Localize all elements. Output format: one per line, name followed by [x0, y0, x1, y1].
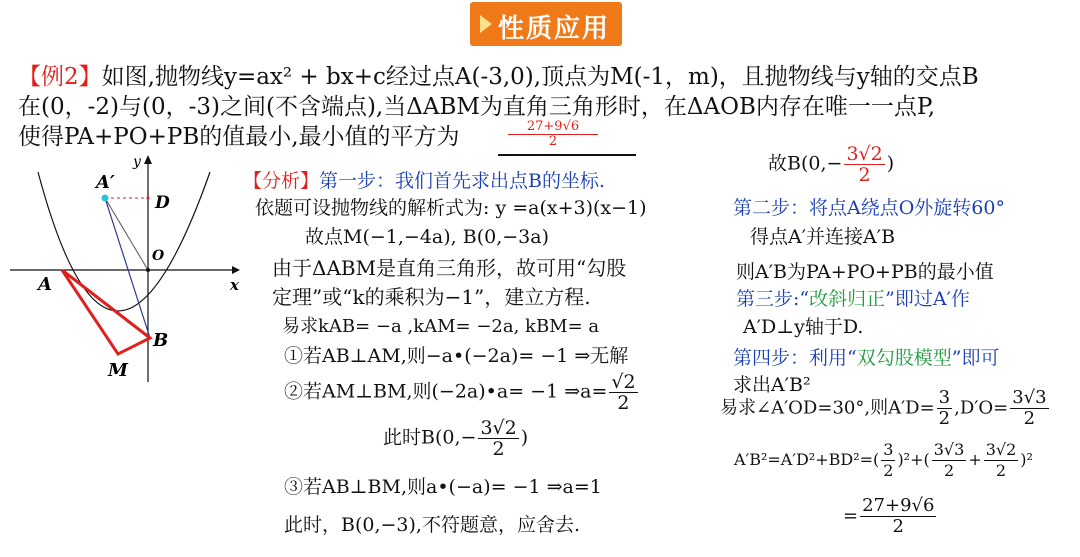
frac-den: 2	[858, 164, 871, 186]
analysis-line-8-text: ②若AM⊥BM,则(−2a)•a= −1 ⇒a=	[284, 380, 608, 403]
analysis-line-5: 定理”或“k的乘积为−1”，建立方程.	[272, 285, 591, 309]
right-line-6: A′D⊥y轴于D.	[743, 316, 864, 338]
right-step-4	[733, 343, 999, 370]
right-line-1	[768, 144, 894, 185]
frac-den: 2	[943, 461, 955, 480]
analysis-line-6: 易求kAB= −a ,kAM= −2a, kBM= a	[282, 316, 600, 337]
right-line-8: 求出A′B²	[733, 374, 811, 396]
label-a: A	[38, 274, 52, 295]
triangle-abm	[62, 270, 150, 354]
label-y: y	[133, 154, 141, 170]
frac-den: 2	[995, 461, 1007, 480]
step-4-prefix: 第四步：利用“	[733, 347, 857, 369]
right-line-3: 得点A′并连接A′B	[750, 226, 896, 248]
parabola-figure	[0, 150, 245, 390]
label-d: D	[155, 193, 170, 213]
point-a-prime	[102, 195, 109, 202]
right-line-10-text: A′B²=A′D²+BD²=(	[734, 450, 880, 469]
segment-a-prime-o	[105, 198, 148, 270]
analysis-line-7: ①若AB⊥AM,则−a•(−2a)= −1 ⇒无解	[284, 345, 629, 367]
problem-line-3	[18, 122, 460, 152]
analysis-line-3: 故点M(−1,−4a), B(0,−3a)	[305, 226, 549, 248]
x-axis-arrow-icon	[232, 266, 240, 274]
step-3-keyword: 改斜归正	[809, 288, 886, 310]
paren-close: )	[886, 152, 895, 175]
point-o	[146, 268, 150, 272]
analysis-tag: 【分析】	[243, 170, 320, 192]
frac-num: 3√2	[846, 143, 883, 165]
right-line-9-mid: ,D′O=	[954, 397, 1009, 419]
frac-den: 2	[883, 461, 894, 480]
frac-den: 2	[617, 392, 630, 414]
analysis-line-9-text: 此时B(0,−	[383, 426, 477, 449]
frac-den: 2	[892, 516, 904, 537]
label-o: O	[152, 248, 165, 264]
frac-den: 2	[492, 438, 505, 460]
point-d	[147, 197, 150, 200]
right-line-4: 则A′B为PA+PO+PB的最小值	[736, 261, 994, 283]
right-line-9	[720, 388, 1051, 429]
section-title: 性质应用	[498, 14, 611, 44]
step-4-suffix: ”即可	[951, 347, 1000, 369]
right-step-2: 第二步：将点A绕点O外旋转60°	[733, 197, 1005, 219]
problem-line-1	[18, 62, 979, 92]
label-a-prime: A′	[96, 172, 115, 193]
plus-sign: +	[968, 450, 982, 469]
right-line-10-mid: )²+(	[897, 450, 930, 469]
label-x: x	[230, 276, 239, 294]
analysis-line-8	[284, 372, 640, 413]
frac-den: 2	[938, 408, 951, 429]
right-line-10	[734, 440, 1033, 481]
right-line-11	[843, 496, 938, 537]
frac-num: 3√2	[985, 440, 1017, 459]
step-3-suffix: ”即过A′作	[885, 288, 970, 310]
analysis-line-4: 由于ΔABM是直角三角形，故可用“勾股	[272, 256, 627, 280]
frac-num: 3√2	[480, 417, 517, 439]
right-line-1-text: 故B(0,−	[768, 152, 843, 175]
segment-a-prime-b	[105, 198, 150, 338]
analysis-step-1: 第一步：我们首先求出点B的坐标.	[319, 170, 606, 192]
problem-tag: 【例2】	[18, 64, 102, 90]
problem-text-1: 如图,抛物线y=ax² + bx+c经过点A(-3,0),顶点为M(-1，m)，且抛物线与y轴的交点B	[101, 64, 979, 90]
frac-num: 3	[938, 387, 951, 408]
label-b: B	[153, 330, 169, 351]
analysis-line-2: 依题可设抛物线的解析式为: y =a(x+3)(x−1)	[255, 197, 647, 219]
equals-sign: =	[843, 505, 859, 527]
play-arrow-icon	[480, 15, 492, 33]
answer-numerator: 27+9√6	[508, 120, 598, 135]
frac-den: 2	[1023, 408, 1036, 429]
step-3-prefix: 第三步:“	[736, 288, 810, 310]
frac-num: 27+9√6	[862, 495, 935, 516]
label-m: M	[108, 360, 128, 381]
right-step-3	[736, 284, 970, 311]
analysis-line-11: 此时，B(0,−3),不符题意，应舍去.	[284, 514, 581, 536]
section-title-badge	[470, 2, 622, 46]
right-line-9-text: 易求∠A′OD=30°,则A′D=	[720, 397, 935, 419]
frac-num: 3√3	[1012, 387, 1047, 408]
step-4-keyword: 双勾股模型	[856, 347, 952, 369]
analysis-line-1	[243, 166, 605, 193]
parabola-curve	[38, 172, 210, 311]
answer-denominator: 2	[548, 134, 558, 149]
frac-num: 3	[883, 440, 894, 459]
problem-text-3: 使得PA+PO+PB的值最小,最小值的平方为	[18, 124, 460, 150]
y-axis-arrow-icon	[144, 155, 152, 164]
frac-num: √2	[611, 371, 636, 393]
paren-close: )	[520, 426, 529, 449]
frac-num: 3√3	[933, 440, 965, 459]
analysis-line-9	[383, 418, 528, 459]
problem-line-2: 在(0，-2)与(0，-3)之间(不含端点),当ΔABM为直角三角形时，在ΔAOB内存在唯一一点P,	[18, 94, 936, 120]
right-line-10-end: )²	[1020, 450, 1033, 469]
answer-blank	[498, 118, 636, 156]
analysis-line-10: ③若AB⊥BM,则a•(−a)= −1 ⇒a=1	[284, 476, 602, 498]
